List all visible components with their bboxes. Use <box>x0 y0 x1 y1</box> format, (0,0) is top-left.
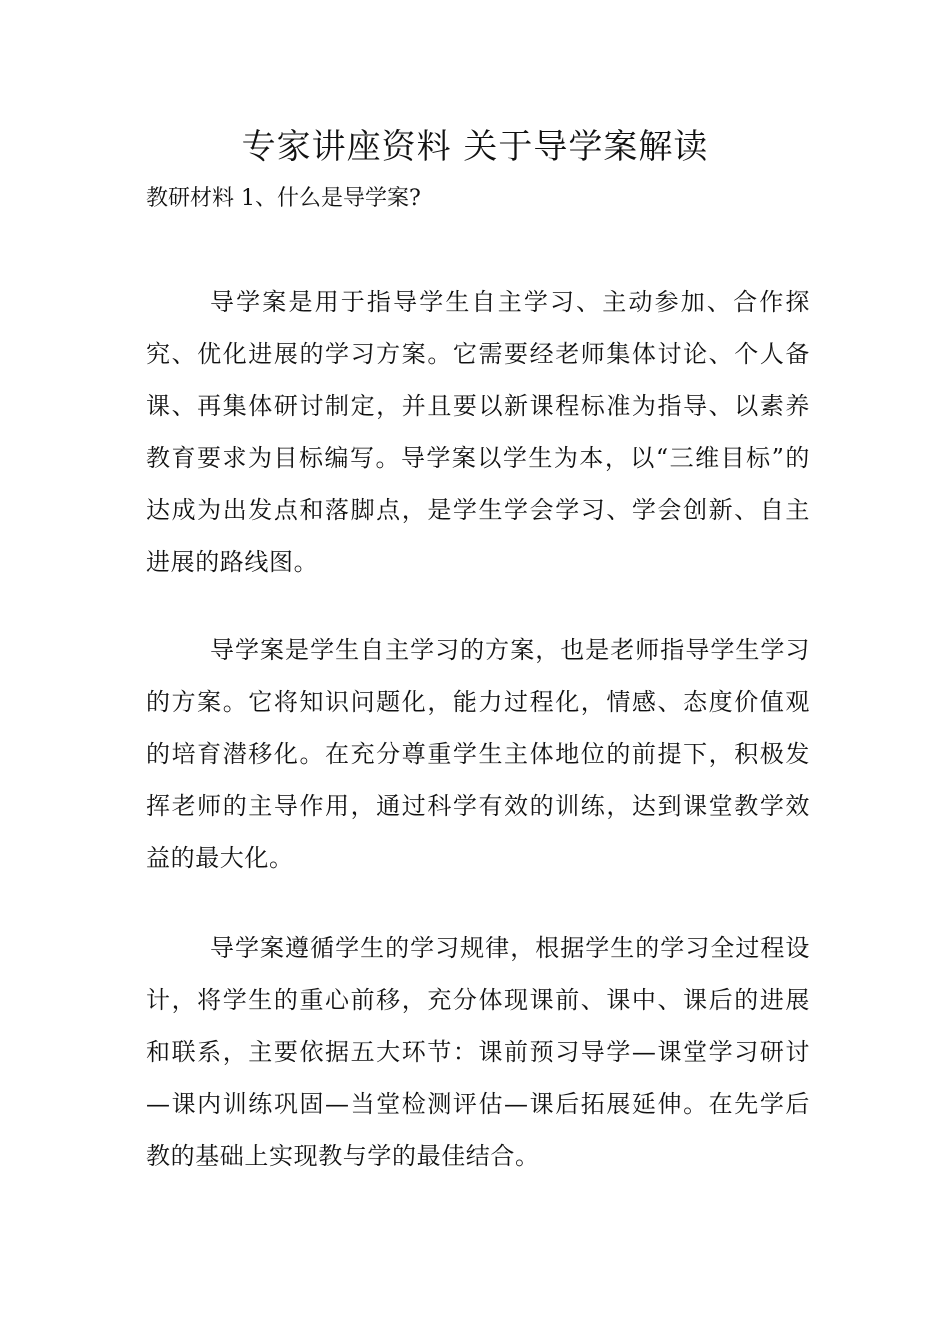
document-subtitle: 教研材料 1、什么是导学案? <box>146 186 421 211</box>
document-title: 专家讲座资料 关于导学案解读 <box>241 127 709 167</box>
paragraph-3: 导学案遵循学生的学习规律，根据学生的学习全过程设计，将学生的重心前移，充分体现课前、课中、课后的进展和联系，主要依据五大环节：课前预习导学—课堂学习研讨—课内训练巩固—当堂检测评估—课后拓展延伸。在先学后教的基础上实现教与学的最佳结合。 <box>146 934 810 1170</box>
paragraph-1: 导学案是用于指导学生自主学习、主动参加、合作探究、优化进展的学习方案。它需要经老师集体讨论、个人备课、再集体研讨制定，并且要以新课程标准为指导、以素养教育要求为目标编写。导学案以学生为本，以“三维目标”的达成为出发点和落脚点，是学生学会学习、学会创新、自主进展的路线图。 <box>146 288 810 576</box>
paragraph-2: 导学案是学生自主学习的方案，也是老师指导学生学习的方案。它将知识问题化，能力过程化，情感、态度价值观的培育潜移化。在充分尊重学生主体地位的前提下，积极发挥老师的主导作用，通过科学有效的训练，达到课堂教学效益的最大化。 <box>146 636 810 872</box>
